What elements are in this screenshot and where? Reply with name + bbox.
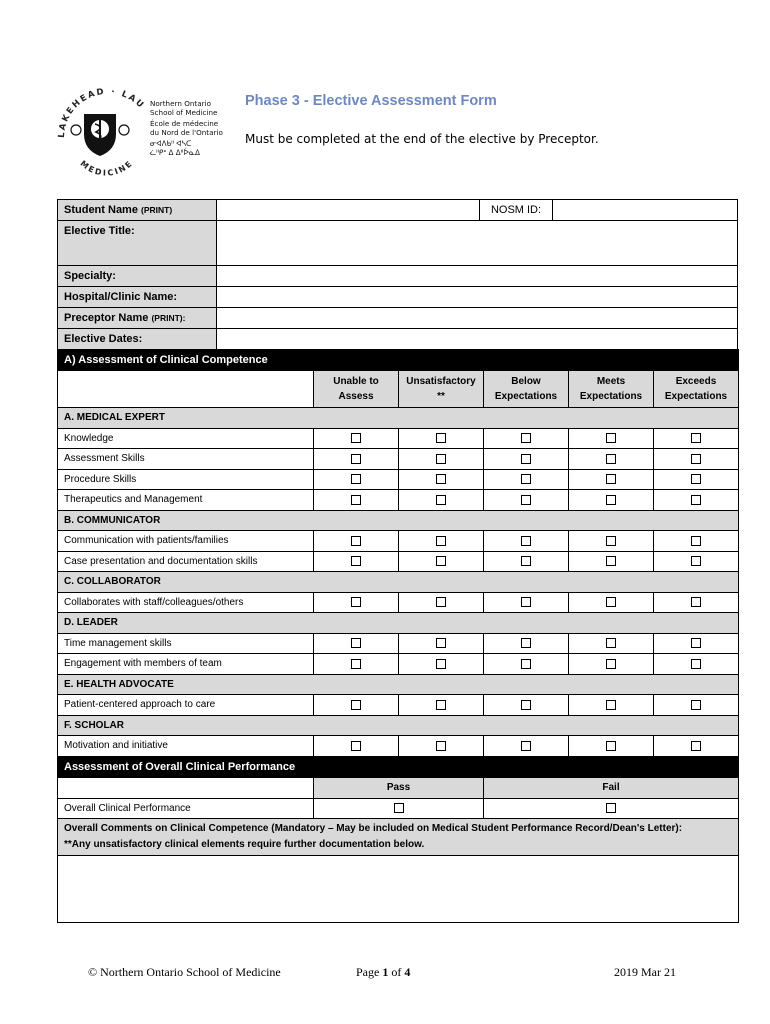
rating-checkbox[interactable] xyxy=(351,741,361,751)
elective-title-field[interactable] xyxy=(217,221,738,266)
rating-checkbox-cell[interactable] xyxy=(484,592,569,613)
competency-row xyxy=(58,736,739,757)
rating-checkbox-cell[interactable] xyxy=(654,551,739,572)
rating-checkbox[interactable] xyxy=(436,536,446,546)
form-title: Phase 3 - Elective Assessment Form xyxy=(245,93,497,109)
category-header: A. MEDICAL EXPERT xyxy=(58,408,739,429)
header-blank xyxy=(58,371,314,408)
competency-label: Case presentation and documentation skills xyxy=(58,551,314,572)
rating-checkbox-cell[interactable] xyxy=(484,531,569,552)
rating-checkbox-cell[interactable] xyxy=(399,490,484,511)
rating-checkbox[interactable] xyxy=(691,741,701,751)
rating-checkbox-cell[interactable] xyxy=(569,469,654,490)
rating-checkbox[interactable] xyxy=(691,536,701,546)
logo-line-6: ᓛᐦᑭᐤ ᐃ ᐃᐦᐆᓇᐃ xyxy=(150,148,200,157)
rating-checkbox[interactable] xyxy=(606,495,616,505)
rating-checkbox[interactable] xyxy=(436,638,446,648)
category-header: C. COLLABORATOR xyxy=(58,572,739,593)
rating-checkbox-cell[interactable] xyxy=(569,654,654,675)
competency-label: Knowledge xyxy=(58,428,314,449)
rating-checkbox-cell[interactable] xyxy=(314,449,399,470)
comments-line-2: **Any unsatisfactory clinical elements require further documentation below. xyxy=(64,839,425,850)
rating-checkbox-cell[interactable] xyxy=(314,592,399,613)
nosm-id-label: NOSM ID: xyxy=(480,200,553,221)
rating-checkbox-cell[interactable] xyxy=(314,428,399,449)
rating-checkbox[interactable] xyxy=(351,659,361,669)
rating-checkbox-cell[interactable] xyxy=(569,695,654,716)
category-header: E. HEALTH ADVOCATE xyxy=(58,674,739,695)
competency-label: Patient-centered approach to care xyxy=(58,695,314,716)
rating-checkbox[interactable] xyxy=(436,597,446,607)
rating-checkbox-cell[interactable] xyxy=(399,633,484,654)
rating-checkbox-cell[interactable] xyxy=(314,531,399,552)
rating-checkbox[interactable] xyxy=(436,495,446,505)
rating-checkbox[interactable] xyxy=(436,700,446,710)
rating-column-header: Below Expectations xyxy=(484,371,569,408)
rating-checkbox-cell[interactable] xyxy=(569,531,654,552)
rating-checkbox-cell[interactable] xyxy=(569,736,654,757)
fail-checkbox[interactable] xyxy=(606,803,616,813)
rating-checkbox-cell[interactable] xyxy=(569,428,654,449)
rating-checkbox[interactable] xyxy=(691,495,701,505)
logo-line-3: École de médecine xyxy=(150,119,219,128)
pass-checkbox-cell[interactable] xyxy=(314,798,484,819)
rating-checkbox[interactable] xyxy=(606,700,616,710)
competency-label: Engagement with members of team xyxy=(58,654,314,675)
competency-label: Time management skills xyxy=(58,633,314,654)
student-info-table xyxy=(57,199,738,350)
rating-checkbox-cell[interactable] xyxy=(399,469,484,490)
rating-checkbox-cell[interactable] xyxy=(314,695,399,716)
rating-checkbox-cell[interactable] xyxy=(654,592,739,613)
rating-column-header: Unable to Assess xyxy=(314,371,399,408)
rating-checkbox[interactable] xyxy=(606,597,616,607)
rating-checkbox-cell[interactable] xyxy=(484,469,569,490)
rating-checkbox-cell[interactable] xyxy=(484,551,569,572)
rating-checkbox-cell[interactable] xyxy=(654,469,739,490)
rating-checkbox[interactable] xyxy=(436,474,446,484)
rating-column-header: Meets Expectations xyxy=(569,371,654,408)
rating-checkbox[interactable] xyxy=(351,556,361,566)
rating-checkbox-cell[interactable] xyxy=(654,531,739,552)
student-name-label: Student Name (PRINT) xyxy=(58,200,217,221)
comments-field[interactable] xyxy=(58,856,739,923)
rating-checkbox[interactable] xyxy=(351,536,361,546)
section-a-title: A) Assessment of Clinical Competence xyxy=(58,350,739,371)
rating-checkbox[interactable] xyxy=(521,659,531,669)
svg-text:MEDICINE xyxy=(78,158,134,177)
hospital-label: Hospital/Clinic Name: xyxy=(58,287,217,308)
rating-checkbox-cell[interactable] xyxy=(399,736,484,757)
rating-checkbox[interactable] xyxy=(691,638,701,648)
footer-copyright: © Northern Ontario School of Medicine xyxy=(88,965,281,979)
competency-row xyxy=(58,469,739,490)
rating-checkbox[interactable] xyxy=(351,454,361,464)
rating-checkbox-cell[interactable] xyxy=(314,551,399,572)
specialty-label: Specialty: xyxy=(58,266,217,287)
rating-checkbox-cell[interactable] xyxy=(314,654,399,675)
elective-title-label: Elective Title: xyxy=(58,221,217,266)
rating-checkbox[interactable] xyxy=(436,741,446,751)
preceptor-field[interactable] xyxy=(217,308,738,329)
rating-checkbox-cell[interactable] xyxy=(399,531,484,552)
rating-checkbox[interactable] xyxy=(606,433,616,443)
rating-checkbox-cell[interactable] xyxy=(484,633,569,654)
rating-checkbox[interactable] xyxy=(521,700,531,710)
rating-checkbox[interactable] xyxy=(521,638,531,648)
dates-field[interactable] xyxy=(217,329,738,350)
rating-checkbox[interactable] xyxy=(606,474,616,484)
rating-checkbox-cell[interactable] xyxy=(399,654,484,675)
rating-checkbox[interactable] xyxy=(521,536,531,546)
rating-checkbox-cell[interactable] xyxy=(399,592,484,613)
logo-arc-bottom: MEDICINE xyxy=(78,158,135,178)
fail-checkbox-cell[interactable] xyxy=(484,798,739,819)
comments-instructions xyxy=(58,819,739,856)
rating-checkbox-cell[interactable] xyxy=(569,449,654,470)
footer-date: 2019 Mar 21 xyxy=(614,965,676,979)
rating-checkbox-cell[interactable] xyxy=(654,428,739,449)
rating-checkbox[interactable] xyxy=(691,700,701,710)
rating-checkbox[interactable] xyxy=(521,741,531,751)
dates-label: Elective Dates: xyxy=(58,329,217,350)
competency-label: Therapeutics and Management xyxy=(58,490,314,511)
rating-checkbox-cell[interactable] xyxy=(654,654,739,675)
competency-row xyxy=(58,551,739,572)
competency-row xyxy=(58,490,739,511)
category-header: D. LEADER xyxy=(58,613,739,634)
pass-header: Pass xyxy=(314,777,484,798)
overall-header-blank xyxy=(58,777,314,798)
student-name-field[interactable] xyxy=(217,200,480,221)
rating-checkbox-cell[interactable] xyxy=(314,633,399,654)
logo-line-1: Northern Ontario xyxy=(150,99,211,108)
rating-checkbox-cell[interactable] xyxy=(484,695,569,716)
competency-row xyxy=(58,633,739,654)
rating-checkbox[interactable] xyxy=(691,659,701,669)
logo-line-2: School of Medicine xyxy=(150,108,218,117)
fail-header: Fail xyxy=(484,777,739,798)
rating-checkbox-cell[interactable] xyxy=(654,695,739,716)
rating-checkbox[interactable] xyxy=(606,659,616,669)
rating-checkbox-cell[interactable] xyxy=(484,654,569,675)
rating-checkbox-cell[interactable] xyxy=(569,592,654,613)
competency-row xyxy=(58,592,739,613)
rating-checkbox[interactable] xyxy=(606,454,616,464)
competency-row xyxy=(58,531,739,552)
logo-arc-top: LAKEHEAD · LAU xyxy=(56,86,147,139)
rating-checkbox[interactable] xyxy=(351,638,361,648)
rating-checkbox[interactable] xyxy=(351,597,361,607)
rating-checkbox-cell[interactable] xyxy=(314,469,399,490)
rating-checkbox-cell[interactable] xyxy=(569,551,654,572)
rating-checkbox-cell[interactable] xyxy=(399,449,484,470)
rating-checkbox-cell[interactable] xyxy=(314,736,399,757)
rating-checkbox-cell[interactable] xyxy=(654,490,739,511)
competency-row xyxy=(58,695,739,716)
rating-checkbox[interactable] xyxy=(521,474,531,484)
rating-checkbox-cell[interactable] xyxy=(654,449,739,470)
rating-checkbox[interactable] xyxy=(691,454,701,464)
rating-checkbox[interactable] xyxy=(691,474,701,484)
rating-checkbox-cell[interactable] xyxy=(654,633,739,654)
comments-line-1: Overall Comments on Clinical Competence (Mandatory – May be included on Medical Student Performance Record/Dean's Letter): xyxy=(64,823,683,834)
rating-checkbox[interactable] xyxy=(351,495,361,505)
nosm-seal-icon xyxy=(50,80,230,180)
rating-checkbox-cell[interactable] xyxy=(484,428,569,449)
rating-checkbox[interactable] xyxy=(436,659,446,669)
rating-checkbox-cell[interactable] xyxy=(314,490,399,511)
rating-checkbox[interactable] xyxy=(521,556,531,566)
rating-checkbox[interactable] xyxy=(606,741,616,751)
rating-checkbox[interactable] xyxy=(606,638,616,648)
rating-checkbox[interactable] xyxy=(351,433,361,443)
logo-line-5: ᓂᐊᐱᑲᐦ ᐊᓴᑕ xyxy=(150,139,192,148)
rating-checkbox-cell[interactable] xyxy=(399,428,484,449)
rating-checkbox[interactable] xyxy=(691,433,701,443)
preceptor-label: Preceptor Name (PRINT): xyxy=(58,308,217,329)
rating-checkbox-cell[interactable] xyxy=(654,736,739,757)
rating-checkbox-cell[interactable] xyxy=(484,449,569,470)
rating-checkbox[interactable] xyxy=(521,454,531,464)
rating-checkbox-cell[interactable] xyxy=(484,736,569,757)
overall-section-title: Assessment of Overall Clinical Performance xyxy=(58,756,739,777)
rating-column-header: Unsatisfactory ** xyxy=(399,371,484,408)
rating-checkbox[interactable] xyxy=(351,474,361,484)
overall-performance-label: Overall Clinical Performance xyxy=(58,798,314,819)
rating-checkbox[interactable] xyxy=(691,556,701,566)
hospital-field[interactable] xyxy=(217,287,738,308)
nosm-id-field[interactable] xyxy=(553,200,738,221)
rating-checkbox[interactable] xyxy=(436,556,446,566)
rating-checkbox[interactable] xyxy=(521,597,531,607)
competency-label: Communication with patients/families xyxy=(58,531,314,552)
specialty-field[interactable] xyxy=(217,266,738,287)
rating-checkbox[interactable] xyxy=(521,495,531,505)
category-header: B. COMMUNICATOR xyxy=(58,510,739,531)
footer-page-number: Page 1 of 4 xyxy=(356,965,411,979)
competency-row xyxy=(58,654,739,675)
rating-checkbox[interactable] xyxy=(606,536,616,546)
category-header: F. SCHOLAR xyxy=(58,715,739,736)
rating-checkbox[interactable] xyxy=(436,454,446,464)
competency-label: Assessment Skills xyxy=(58,449,314,470)
form-subtitle: Must be completed at the end of the elective by Preceptor. xyxy=(245,132,599,146)
competency-label: Motivation and initiative xyxy=(58,736,314,757)
rating-checkbox-cell[interactable] xyxy=(569,490,654,511)
preceptor-print-note: (PRINT): xyxy=(151,313,186,323)
competency-label: Procedure Skills xyxy=(58,469,314,490)
rating-checkbox-cell[interactable] xyxy=(484,490,569,511)
rating-checkbox[interactable] xyxy=(691,597,701,607)
print-note: (PRINT) xyxy=(141,205,173,215)
rating-checkbox-cell[interactable] xyxy=(399,551,484,572)
competency-label: Collaborates with staff/colleagues/others xyxy=(58,592,314,613)
competency-row xyxy=(58,449,739,470)
rating-checkbox[interactable] xyxy=(351,700,361,710)
rating-checkbox-cell[interactable] xyxy=(399,695,484,716)
rating-checkbox[interactable] xyxy=(436,433,446,443)
rating-column-header: Exceeds Expectations xyxy=(654,371,739,408)
logo-line-4: du Nord de l'Ontario xyxy=(150,128,223,137)
rating-checkbox[interactable] xyxy=(606,556,616,566)
pass-checkbox[interactable] xyxy=(394,803,404,813)
rating-checkbox-cell[interactable] xyxy=(569,633,654,654)
nosm-logo xyxy=(50,80,230,180)
assessment-table xyxy=(57,349,739,923)
rating-checkbox[interactable] xyxy=(521,433,531,443)
competency-row xyxy=(58,428,739,449)
